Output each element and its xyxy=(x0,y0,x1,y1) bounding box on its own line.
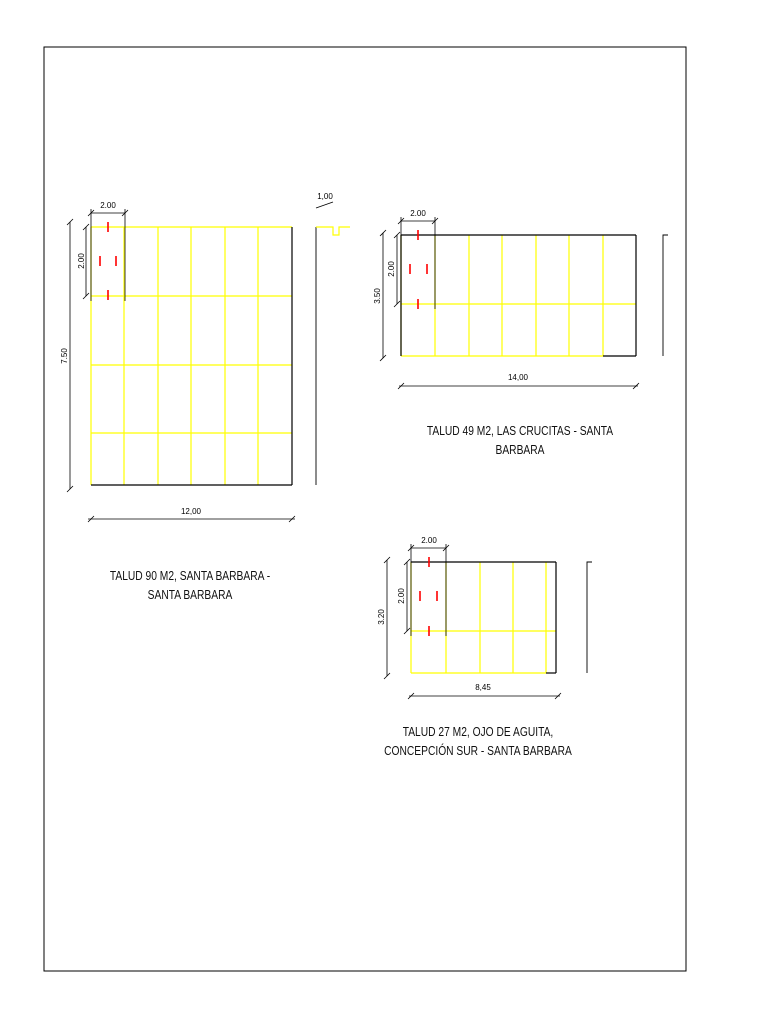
talud-49-outline xyxy=(401,235,636,356)
talud-90-caption-line2: SANTA BARBARA xyxy=(147,588,233,602)
talud-27-marks xyxy=(420,557,437,636)
talud-27-height-label: 3.20 xyxy=(377,609,386,625)
talud-90-width-dim xyxy=(88,516,295,522)
talud-90-drawing xyxy=(60,192,350,522)
talud-27-caption-line2: CONCEPCIÓN SUR - SANTA BARBARA xyxy=(384,744,572,758)
talud-27-outline xyxy=(411,562,556,673)
talud-49-caption-line2: BARBARA xyxy=(495,443,545,457)
talud-49-grid xyxy=(401,235,636,356)
talud-90-side-profile-top xyxy=(316,227,350,235)
talud-49-drawing xyxy=(373,209,668,389)
talud-27-side-profile xyxy=(587,562,592,673)
talud-27-grid xyxy=(411,562,556,673)
talud-27-caption-line1: TALUD 27 M2, OJO DE AGUITA, xyxy=(402,725,554,739)
talud-49-width-label: 14,00 xyxy=(507,373,529,382)
talud-49-caption-line1: TALUD 49 M2, LAS CRUCITAS - SANTA xyxy=(426,424,614,438)
talud-90-caption xyxy=(104,567,276,605)
talud-27-module-width-label: 2.00 xyxy=(421,536,437,545)
talud-49-module-width-label: 2.00 xyxy=(410,209,426,218)
talud-90-caption-line1: TALUD 90 M2, SANTA BARBARA - xyxy=(109,569,271,583)
talud-90-module-height-label: 2.00 xyxy=(77,253,86,269)
sheet-border xyxy=(44,47,686,971)
talud-90-marks xyxy=(100,222,116,300)
talud-49-module-height-label: 2.00 xyxy=(387,261,396,277)
talud-49-marks xyxy=(410,230,427,309)
talud-27-module-height-label: 2.00 xyxy=(397,588,406,604)
talud-90-height-label: 7.50 xyxy=(60,348,69,364)
talud-27-drawing xyxy=(377,536,592,699)
talud-90-side-profile xyxy=(316,202,333,485)
talud-27-caption xyxy=(384,723,573,761)
talud-90-module-width-label: 2.00 xyxy=(100,201,116,210)
talud-49-caption xyxy=(426,422,615,460)
talud-90-width-label: 12,00 xyxy=(180,507,202,516)
talud-90-side-label: 1,00 xyxy=(317,192,333,201)
talud-27-width-label: 8,45 xyxy=(475,683,491,692)
talud-49-side-profile xyxy=(663,235,668,356)
talud-49-width-dim xyxy=(398,383,639,389)
talud-90-grid xyxy=(91,227,292,485)
talud-49-height-label: 3.50 xyxy=(373,288,382,304)
talud-27-width-dim xyxy=(408,693,561,699)
